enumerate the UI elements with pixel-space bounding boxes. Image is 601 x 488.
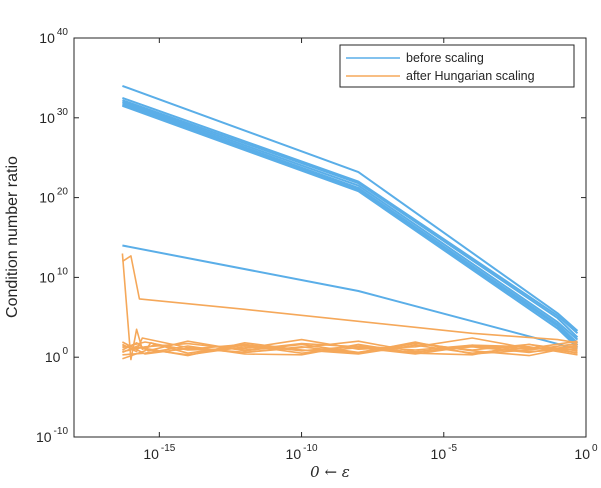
y-tick-label-4: 10 $^{30}$	[39, 106, 68, 126]
legend	[340, 45, 574, 87]
y-tick-label-5: 10 $^{40}$	[39, 27, 68, 46]
legend-label-after: after Hungarian scaling	[406, 69, 535, 83]
y-axis-label: Condition number ratio	[4, 156, 21, 318]
legend-label-before: before scaling	[406, 51, 484, 65]
plot-area	[74, 38, 586, 437]
x-tick-label-1: 10 $^{-10}$	[285, 443, 318, 462]
x-tick-label-3: 10 $^0$	[574, 443, 598, 462]
y-tick-label-2: 10 $^{10}$	[39, 266, 68, 286]
x-axis-label: 0 ← ε	[310, 463, 350, 481]
x-tick-label-0: 10 $^{-15}$	[143, 443, 176, 462]
y-tick-label-1: 10 $^0$	[44, 346, 68, 366]
y-tick-label-0: 10 $^{-10}$	[35, 426, 68, 445]
y-tick-label-3: 10 $^{20}$	[39, 186, 68, 206]
x-tick-label-2: 10 $^{-5}$	[430, 443, 458, 462]
